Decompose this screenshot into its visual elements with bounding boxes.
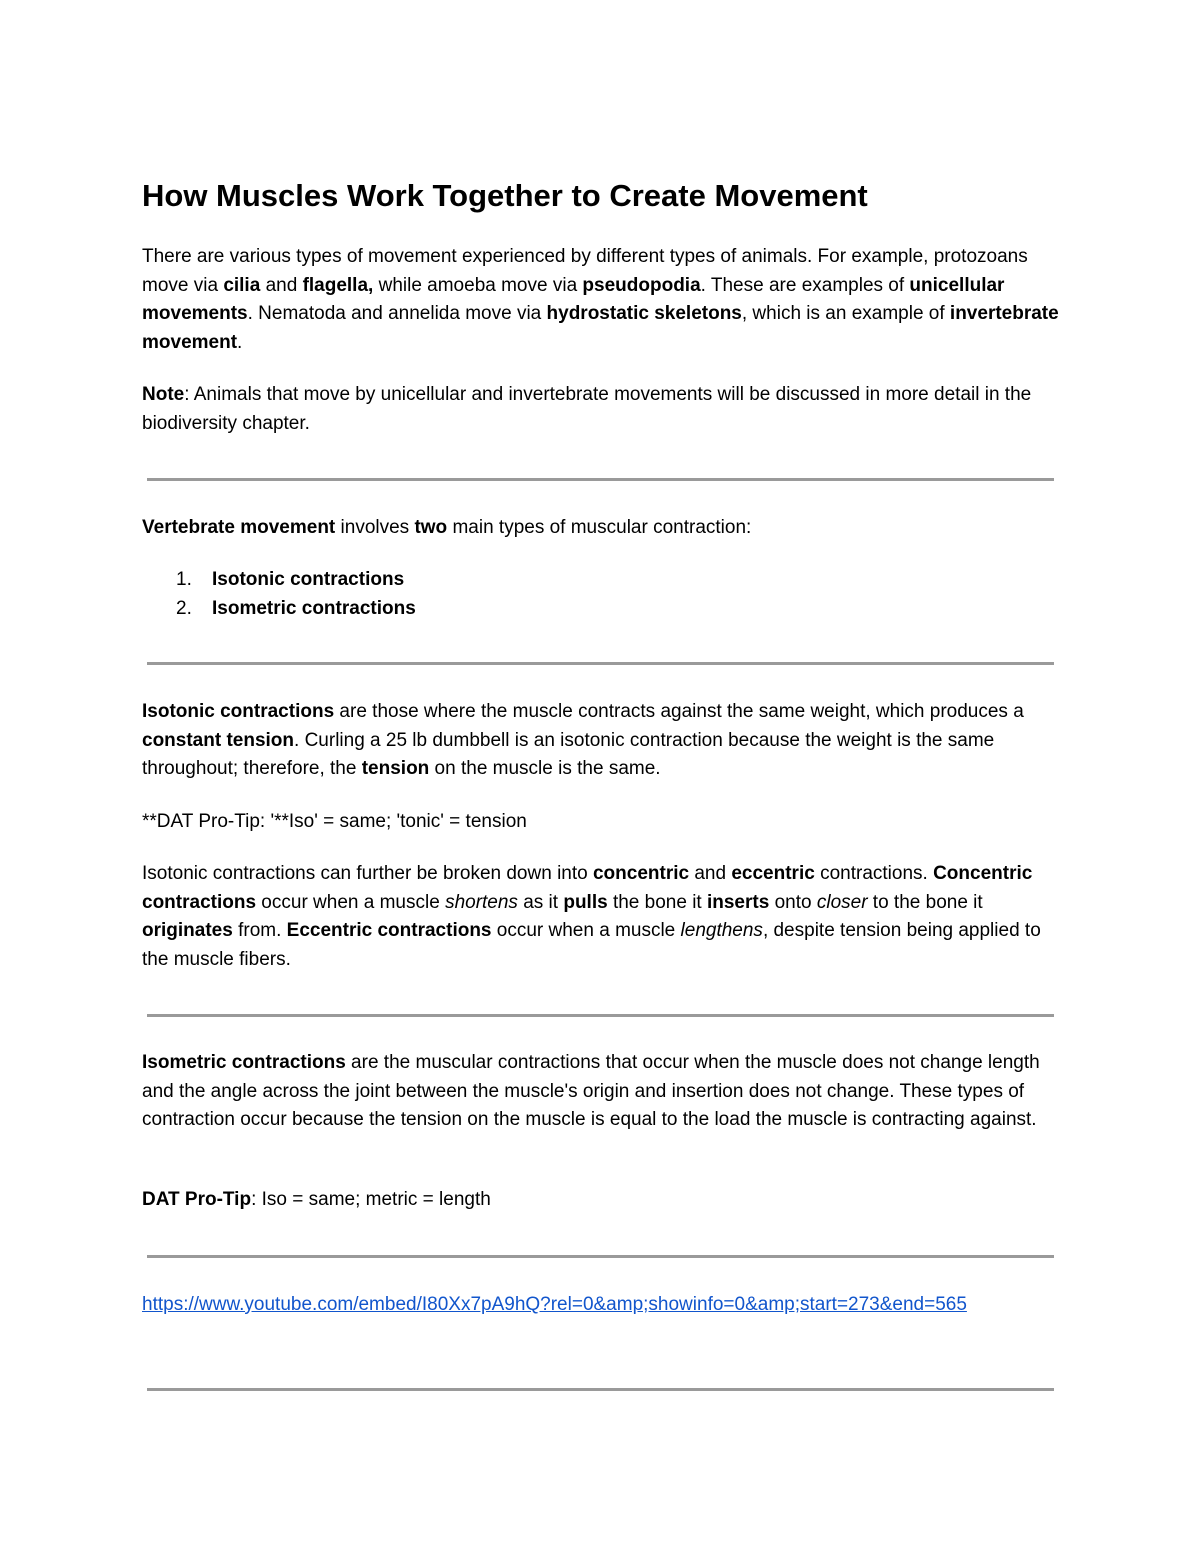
isotonic-tip [142, 808, 1060, 837]
isometric-tip-label: DAT Pro-Tip [142, 1189, 252, 1210]
concentric-text: to the bone it [867, 891, 983, 913]
list-item [142, 595, 1060, 624]
term-hydrostatic-skeletons: hydrostatic skeletons [546, 303, 742, 325]
divider [147, 478, 1054, 481]
emphasis-closer: closer [816, 891, 868, 913]
title-block [142, 178, 1060, 214]
isotonic-text: . Curling a 25 lb dumbbell is an isotonic contraction because the weight is the same throughout; therefore, the [142, 729, 995, 780]
isotonic-tip-text: **DAT Pro-Tip: '**Iso' = same; 'tonic' = tension [142, 811, 527, 832]
divider [147, 1255, 1054, 1258]
term-concentric-contractions: Concentric contractions [142, 863, 1033, 913]
concentric-text: occur when a muscle [256, 891, 446, 913]
emphasis-shortens: shortens [445, 891, 518, 913]
divider [147, 662, 1054, 665]
concentric-text: from. [232, 920, 287, 942]
note-label: Note [142, 384, 185, 405]
emphasis-lengthens: lengthens [680, 920, 763, 942]
term-unicellular-movements: unicellular movements [142, 274, 1005, 325]
concentric-text: onto [769, 891, 817, 913]
isotonic-text: on the muscle is the same. [429, 758, 661, 780]
vertebrate-paragraph [142, 514, 1060, 543]
concentric-text: occur when a muscle [491, 920, 681, 942]
vertebrate-text: main types of muscular contraction: [447, 517, 752, 538]
term-eccentric-contractions: Eccentric contractions [286, 920, 492, 942]
contraction-types-list [142, 566, 1060, 623]
intro-paragraph [142, 243, 1060, 357]
intro-text: , which is an example of [741, 303, 950, 325]
term-concentric: concentric [592, 863, 690, 884]
term-eccentric: eccentric [731, 863, 815, 884]
term-isotonic-contractions: Isotonic contractions [142, 701, 335, 722]
isometric-tip-text: : Iso = same; metric = length [251, 1189, 491, 1210]
list-item-label: Isotonic contractions [212, 569, 405, 590]
isometric-paragraph [142, 1049, 1060, 1135]
divider [147, 1014, 1054, 1017]
video-link-block [142, 1290, 1060, 1320]
term-vertebrate-movement: Vertebrate movement [142, 517, 336, 538]
term-constant-tension: constant tension [142, 729, 295, 751]
concentric-paragraph [142, 860, 1060, 974]
intro-text: . These are examples of [700, 274, 910, 296]
list-number: 1. [176, 569, 192, 590]
term-pseudopodia: pseudopodia [582, 274, 701, 296]
concentric-text: contractions. [814, 863, 934, 884]
list-item-label: Isometric contractions [212, 597, 416, 619]
page-title: How Muscles Work Together to Create Movement [142, 178, 868, 213]
intro-text: There are various types of movement experienced by different types of animals. For example, protozoans move via [142, 246, 1028, 296]
note-paragraph [142, 381, 1060, 438]
list-number: 2. [176, 597, 192, 619]
concentric-text: the bone it [607, 891, 707, 913]
term-originates: originates [142, 920, 233, 942]
term-pulls: pulls [563, 891, 608, 913]
concentric-text: Isotonic contractions can further be broken down into [142, 863, 593, 884]
intro-text: while amoeba move via [373, 274, 583, 296]
term-two: two [414, 517, 448, 538]
concentric-text: , despite tension being applied to the muscle fibers. [142, 920, 1041, 970]
intro-text: . [237, 331, 243, 353]
isometric-text: are the muscular contractions that occur when the muscle does not change length and the angle across the joint between the muscle's origin and insertion does not change. These types of contraction occur because the tension on the muscle is equal to the load the muscle is contracting against. [142, 1052, 1040, 1131]
term-invertebrate-movement: invertebrate movement [142, 303, 1059, 353]
video-link[interactable]: https://www.youtube.com/embed/I80Xx7pA9hQ?rel=0&amp;showinfo=0&amp;start=273&end=565 [142, 1294, 967, 1315]
term-isometric-contractions: Isometric contractions [142, 1052, 346, 1073]
term-inserts: inserts [706, 891, 770, 913]
isotonic-paragraph [142, 698, 1060, 784]
term-cilia: cilia [223, 274, 261, 296]
intro-text: and [260, 274, 303, 296]
term-flagella: flagella, [302, 274, 374, 296]
concentric-text: and [689, 863, 732, 884]
concentric-text: as it [517, 891, 564, 913]
isotonic-text: are those where the muscle contracts against the same weight, which produces a [334, 701, 1024, 722]
list-item [142, 566, 1060, 595]
divider [147, 1388, 1054, 1391]
intro-text: . Nematoda and annelida move via [247, 303, 547, 325]
term-tension: tension [361, 758, 430, 780]
note-text: : Animals that move by unicellular and invertebrate movements will be discussed in more detail in the biodiversity chapter. [142, 384, 1032, 434]
vertebrate-text: involves [335, 517, 415, 538]
isometric-tip [142, 1186, 1060, 1215]
